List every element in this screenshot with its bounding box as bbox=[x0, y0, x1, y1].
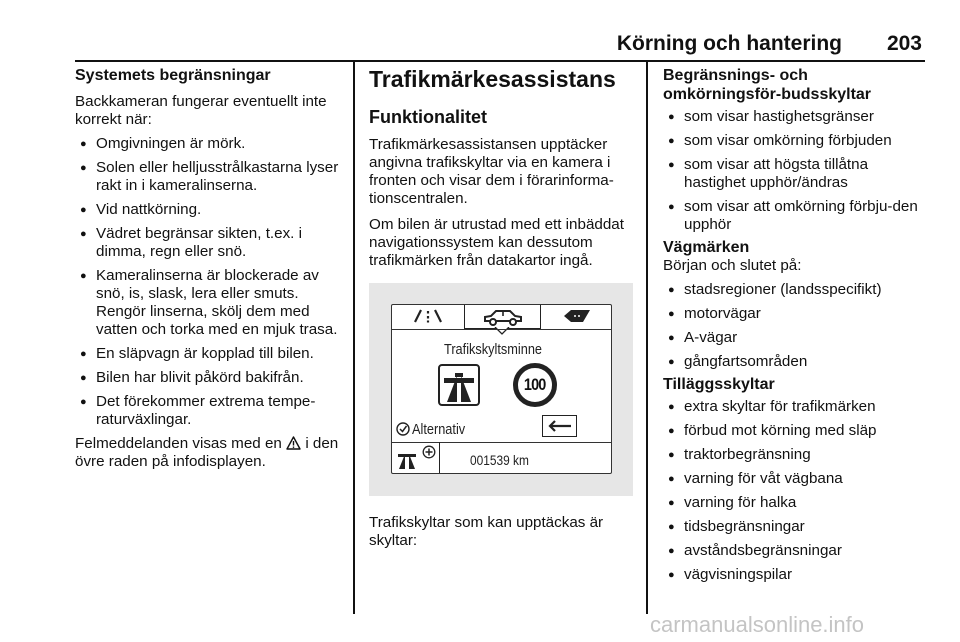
list-item: ● stadsregioner (landsspecifikt) bbox=[663, 281, 925, 299]
outro-text-after: i den övre raden på infodisplayen. bbox=[75, 435, 339, 470]
display-figure bbox=[369, 283, 633, 496]
section-title: Trafikmärkesassistans bbox=[369, 66, 616, 92]
alternative-label: Alternativ bbox=[412, 421, 466, 438]
road-signs-list bbox=[663, 281, 925, 371]
list-item: ● varning för halka bbox=[663, 494, 925, 512]
heading-additional-signs: Tilläggsskyltar bbox=[663, 376, 775, 393]
list-item: ● avståndsbegränsningar bbox=[663, 542, 925, 560]
list-item: ● varning för våt vägbana bbox=[663, 470, 925, 488]
running-header-title: Körning och hantering bbox=[616, 32, 842, 55]
motorway-small-icon bbox=[396, 448, 418, 470]
display-title: Trafikskyltsminne bbox=[444, 341, 543, 358]
road-signs-intro: Början och slutet på: bbox=[663, 257, 802, 274]
list-item: ● som visar hastighetsgränser bbox=[663, 108, 925, 126]
driver-info-display bbox=[391, 304, 612, 474]
column-1 bbox=[75, 66, 343, 471]
column-divider-2 bbox=[646, 60, 648, 614]
outro-paragraph bbox=[75, 435, 343, 471]
page-number: 203 bbox=[886, 32, 922, 55]
list-item: ● som visar omkörning förbjuden bbox=[663, 132, 925, 150]
display-divider bbox=[392, 329, 611, 330]
list-item: ● Kameralinserna är blockerade av snö, is, slask, lera eller smuts. Rengör linserna, skölj dem med vatten och torka med en mjuk trasa. bbox=[75, 267, 343, 339]
speed-limit-sign bbox=[513, 363, 557, 407]
odometer-value: 001539 km bbox=[470, 452, 529, 468]
additional-signs-list bbox=[663, 398, 925, 584]
column-3 bbox=[663, 66, 925, 584]
back-arrow-icon bbox=[542, 415, 577, 437]
road-ahead-icon bbox=[541, 305, 613, 327]
subsection-title: Funktionalitet bbox=[369, 107, 487, 127]
car-icon bbox=[464, 305, 541, 329]
functionality-paragraph-2: Om bilen är utrustad med ett inbäddat navigationssystem kan dessutom trafikmärken från datakartor ingå. bbox=[369, 216, 624, 269]
watermark: carmanualsonline.info bbox=[650, 612, 865, 637]
limitations-list bbox=[75, 135, 343, 429]
add-icon bbox=[422, 445, 436, 459]
section-heading-limitations: Systemets begränsningar bbox=[75, 67, 271, 84]
outro-text-before: Felmeddelanden visas med en bbox=[75, 435, 282, 452]
list-item: ● Bilen har blivit påkörd bakifrån. bbox=[75, 369, 343, 387]
intro-paragraph: Backkameran fungerar eventuellt inte korrekt när: bbox=[75, 93, 327, 128]
display-divider-vertical bbox=[439, 442, 440, 473]
list-item: ● Vid nattkörning. bbox=[75, 201, 343, 219]
heading-limit-signs: Begränsnings- och omkörningsför-budsskyltar bbox=[663, 67, 872, 103]
list-item: ● gångfartsområden bbox=[663, 353, 925, 371]
list-item: ● extra skyltar för trafikmärken bbox=[663, 398, 925, 416]
list-item: ● Solen eller helljusstrålkastarna lyser rakt in i kameralinserna. bbox=[75, 159, 343, 195]
list-item: ● som visar att högsta tillåtna hastighet upphör/ändras bbox=[663, 156, 925, 192]
limit-signs-list bbox=[663, 108, 925, 234]
list-item: ● som visar att omkörning förbju-den upphör bbox=[663, 198, 925, 234]
list-item: ● Det förekommer extrema tempe-raturväxlingar. bbox=[75, 393, 343, 429]
column-divider-1 bbox=[353, 60, 355, 614]
figure-caption: Trafikskyltar som kan upptäckas är skyltar: bbox=[369, 514, 604, 549]
list-item: ● A-vägar bbox=[663, 329, 925, 347]
road-sign-icon bbox=[392, 305, 464, 327]
list-item: ● motorvägar bbox=[663, 305, 925, 323]
list-item: ● En släpvagn är kopplad till bilen. bbox=[75, 345, 343, 363]
check-circle-icon bbox=[396, 422, 410, 436]
column-2 bbox=[369, 66, 635, 550]
display-divider bbox=[392, 442, 611, 443]
list-item: ● vägvisningspilar bbox=[663, 566, 925, 584]
motorway-sign-icon bbox=[438, 364, 480, 406]
list-item: ● traktorbegränsning bbox=[663, 446, 925, 464]
warning-triangle-icon bbox=[286, 436, 301, 450]
list-item: ● tidsbegränsningar bbox=[663, 518, 925, 536]
list-item: ● Omgivningen är mörk. bbox=[75, 135, 343, 153]
heading-road-signs: Vägmärken bbox=[663, 239, 750, 256]
header-rule bbox=[75, 60, 925, 62]
list-item: ● förbud mot körning med släp bbox=[663, 422, 925, 440]
list-item: ● Vädret begränsar sikten, t.ex. i dimma, regn eller snö. bbox=[75, 225, 343, 261]
speed-limit-value: 100 bbox=[524, 375, 546, 394]
functionality-paragraph-1: Trafikmärkesassistansen upptäcker angivna trafikskyltar via en kamera i fronten och visar dem i förarinforma-tionscentralen. bbox=[369, 136, 614, 207]
